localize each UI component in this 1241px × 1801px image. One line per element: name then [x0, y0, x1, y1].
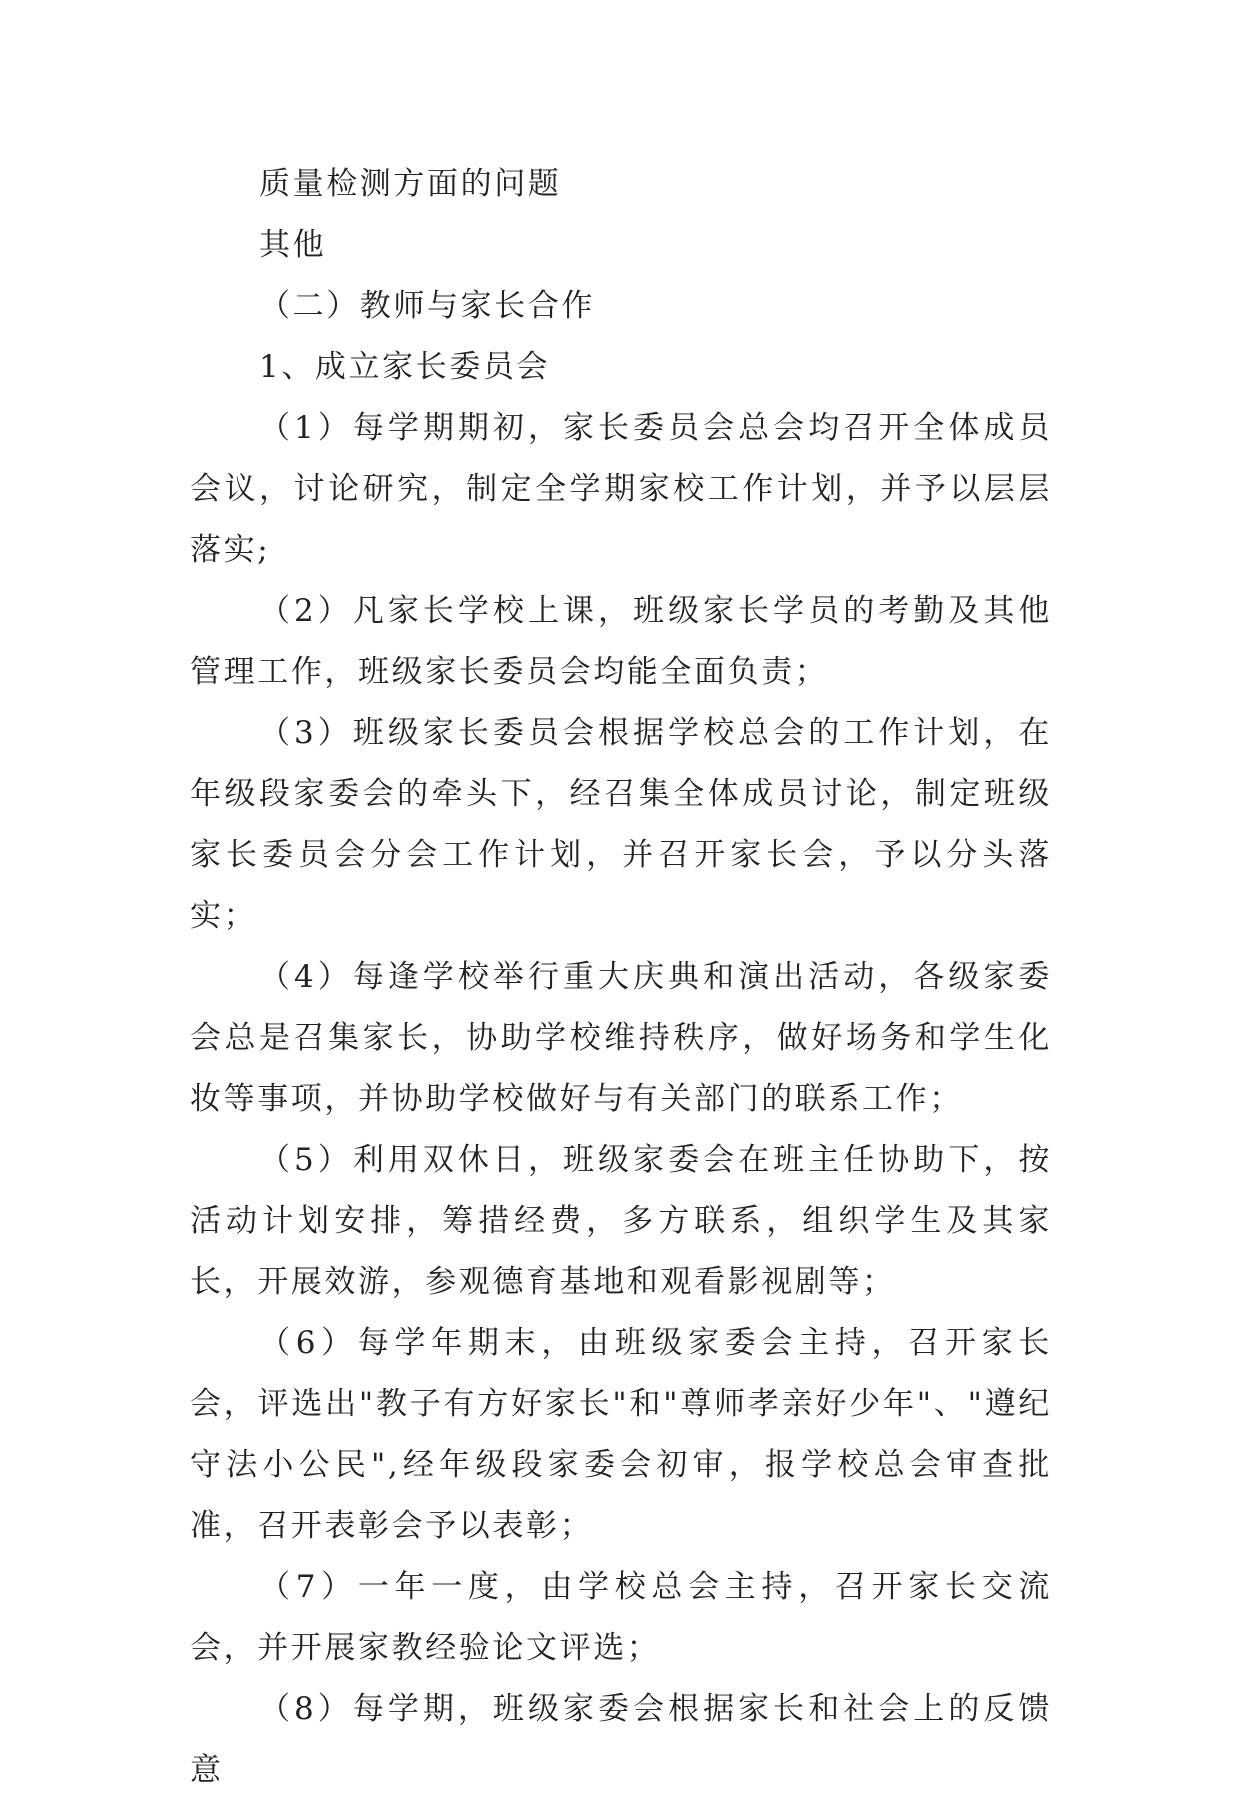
list-item-6: （6）每学年期末，由班级家委会主持，召开家长会，评选出"教子有方好家长"和"尊师孝亲好少年"、"遵纪守法小公民",经年级段家委会初审，报学校总会审查批准，召开表彰会予以表彰；: [190, 1325, 1052, 1544]
document-body: [190, 154, 1052, 1801]
section-heading-teacher-parent-cooperation: （二）教师与家长合作: [259, 288, 595, 324]
paragraph-quality-issues: 质量检测方面的问题: [259, 166, 562, 202]
list-item-1: （1）每学期期初，家长委员会总会均召开全体成员会议，讨论研究，制定全学期家校工作计划，并予以层层落实;: [190, 410, 1052, 568]
list-item-7: （7）一年一度，由学校总会主持，召开家长交流会，并开展家教经验论文评选；: [190, 1569, 1052, 1666]
list-item-8: （8）每学期，班级家委会根据家长和社会上的反馈意: [190, 1691, 1052, 1788]
list-item-3: （3）班级家长委员会根据学校总会的工作计划，在年级段家委会的牵头下，经召集全体成员讨论，制定班级家长委员会分会工作计划，并召开家长会，予以分头落实；: [190, 715, 1052, 934]
list-item-2: （2）凡家长学校上课，班级家长学员的考勤及其他管理工作，班级家长委员会均能全面负责；: [190, 593, 1052, 690]
list-item-4: （4）每逢学校举行重大庆典和演出活动，各级家委会总是召集家长，协助学校维持秩序，做好场务和学生化妆等事项，并协助学校做好与有关部门的联系工作；: [190, 959, 1052, 1117]
subheading-parent-committee: 1、成立家长委员会: [259, 349, 551, 385]
list-item-5: （5）利用双休日，班级家委会在班主任协助下，按活动计划安排，筹措经费，多方联系，组织学生及其家长，开展效游，参观德育基地和观看影视剧等；: [190, 1142, 1052, 1300]
paragraph-other: 其他: [259, 227, 327, 263]
